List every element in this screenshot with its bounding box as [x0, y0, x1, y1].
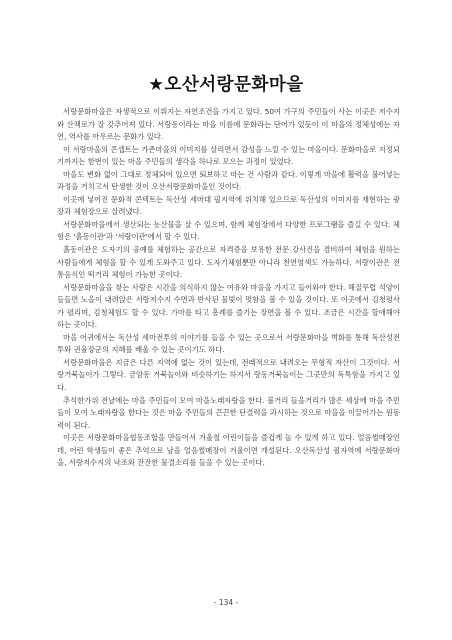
article-body [57, 106, 400, 470]
page-title: ★오산서랑문화마을 [148, 75, 304, 95]
paragraph: 서랑문화마을을 찾는 사람은 시간을 의식하지 않는 여유와 마음을 가지고 들어와야 한다. 해질무렵 석양이 들들면 노을이 내려앉은 서랑저수지 수면과 반사된 물빛이 멋함을 볼 수 있을 것이다. 또 이곳에서 김청평사가 펼리며, 김청체험도 할 수 있다. 가마를 타고 흥례를 즐기는 장면을 볼 수 있다. 조금은 시간을 할애해야 하는 곳이다. [57, 282, 400, 330]
paragraph: 이곳에 넣어진 문화적 콘텍트는 독산성 세마대 필지역에 위치해 있으므로 독산성의 이미지를 재현하는 광장과 체험장으로 살려냈다. [57, 194, 400, 217]
paragraph: 마을도 변화 없이 그대로 정체되어 있으면 퇴보하고 마는 건 사람과 같다. 이렇게 마을에 활력을 불어넣는 과정을 거치고서 탄생한 것이 오산서랑문화마을인 것이다. [57, 169, 400, 192]
paragraph: 마을 어귀에서는 독산성 세마전투의 이야기를 들을 수 있는 곳으로서 서랑문화마을 벽화를 통해 독산성전투와 권율장군의 지혜를 배울 수 있는 곳이기도 하다. [57, 332, 400, 355]
paragraph: 서랑문화마을에서 생산되는 농산물을 살 수 있으며, 함께 체험장에서 다양한 프로그램을 즐길 수 있다. 체험은 '흙동이관'과 '서랑이관'에서 할 수 있다. [57, 219, 400, 242]
paragraph: 서랑문화마을은 지금은 다른 지역에 없는 것이 있는데, 전래적으로 내려오는 무형적 자산이 그것이다. 서랑거북놀이가 그렇다. 금암동 거북놀이와 비슷하기는 하지서 랑동거북놀이는 그곳만의 독특함을 가지고 있다. [57, 357, 400, 393]
paragraph: 서랑문화마을은 자생적으로 이뤄지는 자연조건을 가지고 있다. 50여 가구의 주민들이 사는 이곳은 저수지와 산책로가 잘 갖추어져 있다. 서랑동이라는 마을 이름에 문화라는 단어가 있듯이 이 마을의 정체성에는 자연, 역사를 아우르는 문화가 있다. [57, 107, 400, 142]
paragraph: 이곳은 서랑문화마을협동조합을 만들어서 겨울철 어린이들을 즐겁게 놀 수 있게 하고 있다. 얼음썰매장인데, 어린 학생들이 좋은 추억으로 남을 얼음썰매장이 겨울이면 개설된다. 오산독산성 필자역에 서랑문화마을, 서랑저수지의 낙조와 잔잔한 물결소리를 들을 수 있는 곳이다. [57, 433, 400, 468]
paragraph: 흙동이관은 도자기의 공예를 체험하는 공간으로 자격증을 보유한 전문 강사진을 겸비하여 체험을 원하는 사람들에게 체험을 할 수 있게 도와주고 있다. 도자기체험뿐만 아니라 천연염색도 가능하다. 서랑이관은 전통음식인 떡거리 체험이 가능한 곳이다. [57, 245, 400, 280]
page-number: - 134 - [213, 598, 239, 607]
paragraph: 이 서랑마을의 콘셉트는 가존마을의 이미지를 살리면서 감성을 느낄 수 있는 마을이다. 문화마을로 지정되기까지는 한번이 있는 마을 주민들의 생각을 하나로 모으는 과정이 있었다. [57, 144, 400, 167]
paragraph: 추석한가위 전날에는 마을 주민들이 모여 마을노래자랑을 한다. 불거리 들을거리가 많은 세상에 마을 주민들이 모여 노래자랑을 한다는 것은 마을 주민들의 끈끈한 단결력을 과시하는 것으로 마을을 이끌어가는 원동력이 된다. [57, 395, 400, 430]
